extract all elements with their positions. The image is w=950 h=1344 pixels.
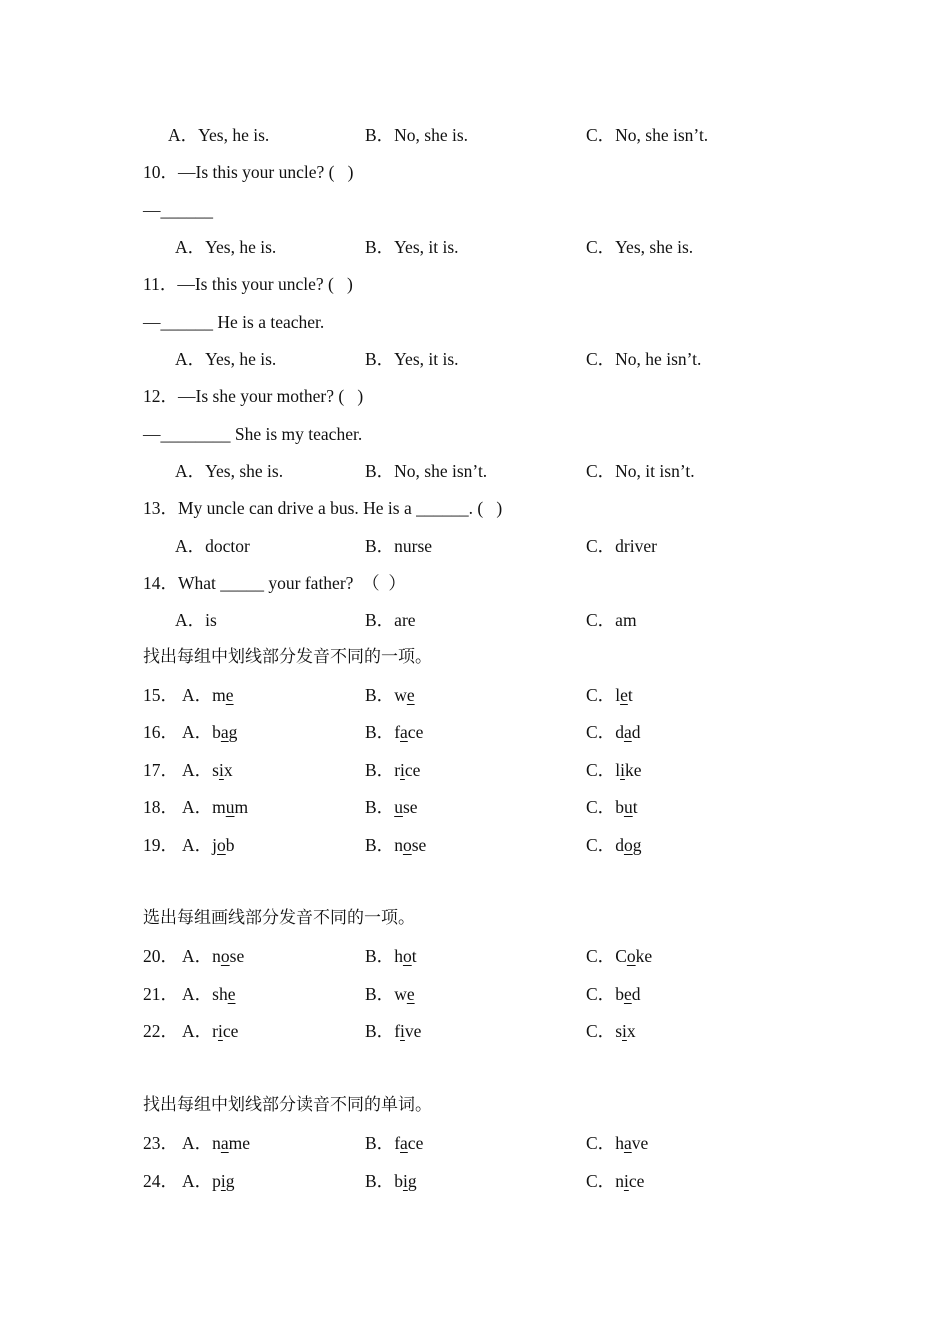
word-part: ve — [404, 1021, 422, 1041]
option-c — [586, 1170, 644, 1192]
option-letter: B． — [365, 722, 395, 742]
option-letter: A． — [182, 1021, 213, 1041]
underlined-letters: e — [406, 685, 415, 705]
word-part: ce — [407, 722, 424, 742]
option-letter: A． — [182, 797, 213, 817]
word-part: ce — [407, 1133, 424, 1153]
option-letter: C． — [586, 797, 616, 817]
option-b — [365, 1132, 423, 1154]
q12-option-b: B．No, she isn’t. — [365, 461, 488, 481]
q10-option-c: C．Yes, she is. — [586, 237, 694, 257]
q12-option-c: C．No, it isn’t. — [586, 461, 695, 481]
word-part: j — [212, 835, 218, 855]
word-part: se — [229, 946, 245, 966]
option-c — [586, 834, 641, 856]
underlined-letters: u — [394, 797, 403, 817]
question-number: 24． — [143, 1171, 178, 1191]
underlined-letters: e — [623, 984, 632, 1004]
word-part: g — [225, 1171, 235, 1191]
option-b — [365, 834, 426, 856]
word-part: ve — [631, 1133, 649, 1153]
option-letter: B． — [365, 1171, 395, 1191]
question-number: 15． — [143, 685, 178, 705]
underlined-letters: u — [623, 797, 633, 817]
word-part: p — [212, 1171, 221, 1191]
option-a — [182, 945, 244, 967]
option-c — [586, 1020, 636, 1042]
option-b — [365, 796, 418, 818]
option-letter: B． — [365, 946, 395, 966]
option-a — [182, 834, 235, 856]
q12-reply: —________ She is my teacher. — [143, 424, 363, 444]
option-c — [586, 983, 640, 1005]
option-b — [365, 1020, 421, 1042]
option-letter: C． — [586, 685, 616, 705]
question-number: 20． — [143, 946, 178, 966]
option-a — [182, 1170, 235, 1192]
option-b — [365, 684, 415, 706]
option-c — [586, 684, 633, 706]
word-part: r — [394, 760, 401, 780]
word-part: b — [394, 1171, 403, 1191]
underlined-letters: e — [406, 984, 415, 1004]
word-part: f — [394, 1133, 401, 1153]
option-letter: A． — [182, 1133, 213, 1153]
underlined-letters: e — [225, 685, 234, 705]
word-part: m — [212, 685, 226, 705]
q11-option-b: B．Yes, it is. — [365, 349, 459, 369]
option-letter: A． — [182, 685, 213, 705]
word-part: se — [402, 797, 418, 817]
q10-option-a: A．Yes, he is. — [175, 237, 277, 257]
q14-option-b: B．are — [365, 610, 416, 630]
underlined-letters: i — [400, 760, 405, 780]
option-b — [365, 983, 415, 1005]
option-a — [182, 759, 233, 781]
word-part: d — [615, 722, 624, 742]
word-part: ke — [635, 946, 653, 966]
q13-text: My uncle can drive a bus. He is a ______. ( ) — [178, 498, 503, 518]
q11-number: 11． — [143, 274, 178, 294]
word-part: h — [615, 1133, 624, 1153]
option-letter: C． — [586, 946, 616, 966]
word-part: ke — [624, 760, 642, 780]
option-c — [586, 759, 641, 781]
option-letter: A． — [182, 946, 213, 966]
underlined-letters: i — [400, 1021, 405, 1041]
option-letter: B． — [365, 1133, 395, 1153]
option-c — [586, 796, 638, 818]
option-letter: B． — [365, 797, 395, 817]
option-c — [586, 945, 652, 967]
underlined-letters: a — [220, 1133, 229, 1153]
word-part: sh — [212, 984, 228, 1004]
underlined-letters: i — [622, 1021, 627, 1041]
word-part: ce — [628, 1171, 645, 1191]
question-number: 18． — [143, 797, 178, 817]
underlined-letters: i — [218, 760, 224, 780]
underlined-letters: o — [220, 946, 230, 966]
q12-option-a: A．Yes, she is. — [175, 461, 284, 481]
option-letter: B． — [365, 835, 395, 855]
word-part: g — [228, 722, 238, 742]
word-part: h — [394, 946, 403, 966]
q10-option-b: B．Yes, it is. — [365, 237, 459, 257]
word-part: me — [228, 1133, 251, 1153]
word-part: C — [615, 946, 627, 966]
option-letter: C． — [586, 1133, 616, 1153]
word-part: x — [223, 760, 233, 780]
underlined-letters: o — [623, 835, 633, 855]
word-part: s — [212, 760, 219, 780]
word-part: n — [394, 835, 403, 855]
word-part: r — [212, 1021, 218, 1041]
option-letter: A． — [182, 722, 213, 742]
underlined-letters: e — [620, 685, 628, 705]
question-number: 17． — [143, 760, 178, 780]
q13-option-a: A．doctor — [175, 536, 250, 556]
question-number: 16． — [143, 722, 178, 742]
option-a — [182, 1020, 238, 1042]
option-a — [182, 1132, 250, 1154]
option-letter: C． — [586, 984, 616, 1004]
question-number: 23． — [143, 1133, 178, 1153]
word-part: f — [394, 722, 401, 742]
section3-instruction: 找出每组中划线部分读音不同的单词。 — [143, 1095, 432, 1115]
word-part: ce — [222, 1021, 239, 1041]
option-letter: A． — [182, 1171, 213, 1191]
section1-instruction: 找出每组中划线部分发音不同的一项。 — [143, 647, 432, 667]
option-a — [182, 721, 237, 743]
option-letter: B． — [365, 760, 395, 780]
word-part: g — [632, 835, 642, 855]
section2-instruction: 选出每组画线部分发音不同的一项。 — [143, 908, 415, 928]
word-part: s — [615, 1021, 622, 1041]
option-b — [365, 1170, 417, 1192]
option-a — [182, 796, 248, 818]
option-b — [365, 721, 423, 743]
q14-number: 14． — [143, 573, 178, 593]
question-number: 19． — [143, 835, 178, 855]
word-part: t — [632, 797, 638, 817]
q12-text: —Is she your mother? ( ) — [178, 386, 364, 406]
question-number: 21． — [143, 984, 178, 1004]
word-part: g — [407, 1171, 417, 1191]
q14-stem — [143, 572, 406, 594]
word-part: w — [394, 685, 407, 705]
option-letter: C． — [586, 1021, 616, 1041]
underlined-letters: u — [225, 797, 235, 817]
word-part: ce — [404, 760, 421, 780]
q14-option-a: A．is — [175, 610, 217, 630]
q13-option-c: C．driver — [586, 536, 657, 556]
word-part: m — [212, 797, 226, 817]
underlined-letters: o — [402, 946, 412, 966]
option-b — [365, 945, 417, 967]
word-part: d — [615, 835, 624, 855]
word-part: l — [615, 685, 621, 705]
q9-option-c: C．No, she isn’t. — [586, 125, 709, 145]
word-part: n — [615, 1171, 624, 1191]
word-part: f — [394, 1021, 401, 1041]
option-b — [365, 759, 420, 781]
underlined-letters: o — [217, 835, 226, 855]
word-part: b — [615, 797, 624, 817]
option-letter: C． — [586, 722, 616, 742]
q11-text: —Is this your uncle? ( ) — [177, 274, 353, 294]
underlined-letters: a — [220, 722, 229, 742]
option-a — [182, 684, 234, 706]
option-c — [586, 721, 640, 743]
option-letter: A． — [182, 760, 213, 780]
underlined-letters: o — [402, 835, 412, 855]
q10-number: 10． — [143, 162, 178, 182]
q14-option-c: C．am — [586, 610, 637, 630]
word-part: m — [234, 797, 249, 817]
q10-stem — [143, 161, 353, 183]
underlined-letters: a — [623, 1133, 632, 1153]
word-part: w — [394, 984, 407, 1004]
q11-option-c: C．No, he isn’t. — [586, 349, 702, 369]
option-letter: B． — [365, 1021, 395, 1041]
q10-text: —Is this your uncle? ( ) — [178, 162, 354, 182]
q12-stem — [143, 385, 363, 407]
underlined-letters: i — [217, 1021, 223, 1041]
option-letter: C． — [586, 835, 616, 855]
q13-option-b: B．nurse — [365, 536, 433, 556]
q9-option-b: B．No, she is. — [365, 125, 469, 145]
q9-option-a: A．Yes, he is. — [168, 125, 270, 145]
underlined-letters: i — [623, 1171, 629, 1191]
word-part: t — [411, 946, 417, 966]
word-part: b — [225, 835, 235, 855]
underlined-letters: e — [227, 984, 236, 1004]
option-letter: C． — [586, 1171, 616, 1191]
word-part: x — [626, 1021, 636, 1041]
underlined-letters: i — [402, 1171, 408, 1191]
q13-number: 13． — [143, 498, 178, 518]
q11-reply: —______ He is a teacher. — [143, 312, 325, 332]
underlined-letters: a — [400, 722, 408, 742]
word-part: n — [212, 946, 221, 966]
word-part: se — [411, 835, 427, 855]
q12-number: 12． — [143, 386, 178, 406]
q13-stem — [143, 497, 502, 519]
underlined-letters: a — [400, 1133, 408, 1153]
word-part: b — [615, 984, 624, 1004]
option-letter: B． — [365, 984, 395, 1004]
q14-text: What _____ your father? （ ） — [178, 573, 406, 593]
option-letter: A． — [182, 835, 213, 855]
option-letter: B． — [365, 685, 395, 705]
underlined-letters: o — [626, 946, 636, 966]
word-part: d — [631, 722, 641, 742]
q11-option-a: A．Yes, he is. — [175, 349, 277, 369]
word-part: b — [212, 722, 221, 742]
option-a — [182, 983, 235, 1005]
word-part: n — [212, 1133, 221, 1153]
underlined-letters: i — [620, 760, 625, 780]
question-number: 22． — [143, 1021, 178, 1041]
option-letter: A． — [182, 984, 213, 1004]
underlined-letters: a — [623, 722, 632, 742]
word-part: d — [631, 984, 641, 1004]
q11-stem — [143, 273, 353, 295]
q10-reply: —______ — [143, 200, 213, 220]
option-letter: C． — [586, 760, 616, 780]
underlined-letters: i — [220, 1171, 226, 1191]
option-c — [586, 1132, 648, 1154]
word-part: l — [615, 760, 621, 780]
word-part: t — [627, 685, 633, 705]
